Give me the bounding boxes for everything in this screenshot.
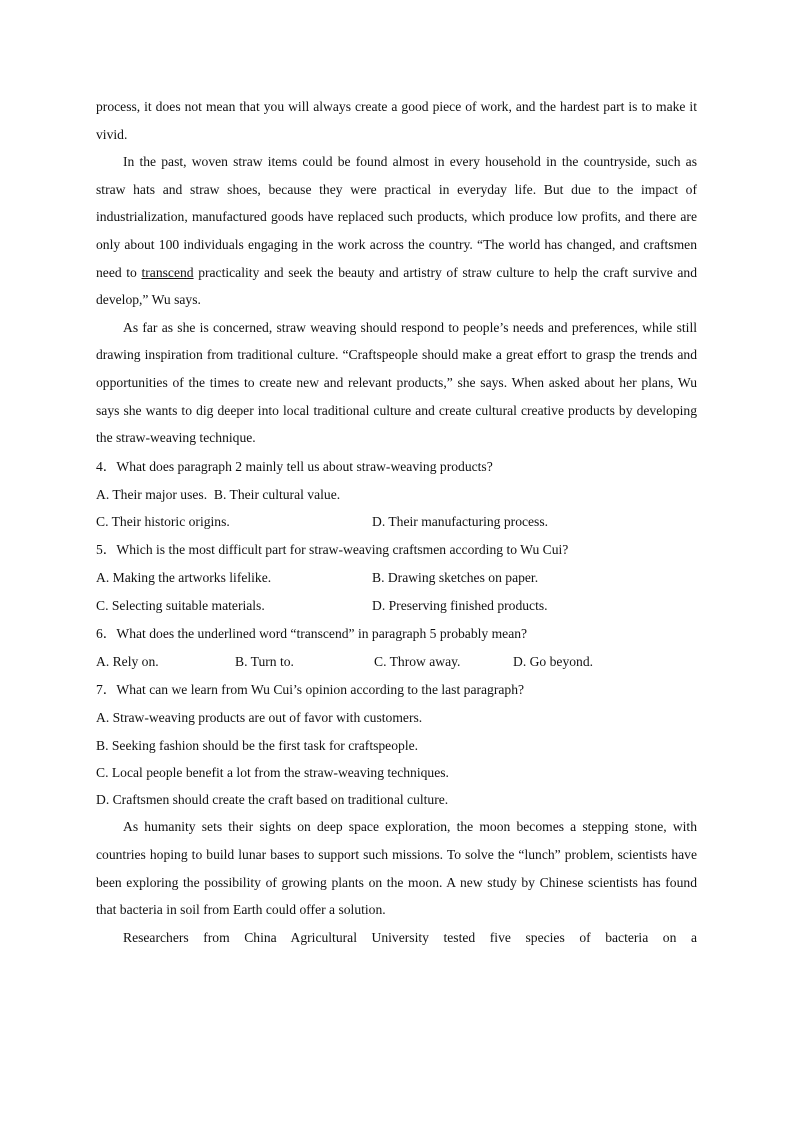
question-stem: 6．What does the underlined word “transcend” in paragraph 5 probably mean? [96, 625, 528, 641]
question-5 [96, 535, 697, 619]
option-a: A. Rely on. [96, 653, 159, 669]
options-row [96, 508, 697, 535]
option-c: C. Local people benefit a lot from the straw-weaving techniques. [96, 764, 449, 780]
option-b: B. Their cultural value. [213, 486, 341, 502]
options-row [96, 564, 697, 591]
passage-paragraph-3: As far as she is concerned, straw weaving should respond to people’s needs and preferences, while still drawing inspiration from traditional culture. “Craftspeople should make a great effort to grasp the trends and opportunities of the times to create new and relevant products,” she says. When asked about her plans, Wu says she wants to dig deeper into local traditional culture and create cultural creative products by developing the straw-weaving technique. [96, 319, 697, 446]
option-a: A. Making the artworks lifelike. [96, 570, 272, 586]
options-row [96, 481, 697, 508]
question-stem: 7．What can we learn from Wu Cui’s opinion according to the last paragraph? [96, 682, 525, 698]
option-d: D. Craftsmen should create the craft based on traditional culture. [96, 792, 449, 808]
option-c: C. Throw away. [374, 653, 461, 669]
question-stem: 5．Which is the most difficult part for straw-weaving craftsmen according to Wu Cui? [96, 542, 569, 558]
passage-paragraph-continued: process, it does not mean that you will always create a good piece of work, and the hardest part is to make it vivid. [96, 99, 697, 142]
option-b: B. Turn to. [235, 653, 294, 669]
option-b: B. Seeking fashion should be the first task for craftspeople. [96, 737, 419, 753]
option-d: D. Preserving finished products. [372, 597, 548, 613]
option-d: D. Their manufacturing process. [372, 514, 549, 530]
underlined-word: transcend [141, 264, 194, 280]
paragraph-2-text-after: practicality and seek the beauty and artistry of straw culture to help the craft survive and develop,” Wu says. [96, 264, 697, 308]
passage2-paragraph-2: Researchers from China Agricultural University tested five species of bacteria on a [123, 929, 697, 945]
question-7 [96, 675, 697, 813]
option-b: B. Drawing sketches on paper. [372, 570, 539, 586]
options-row [96, 592, 697, 619]
option-c: C. Their historic origins. [96, 514, 230, 530]
options-row [96, 648, 697, 675]
option-a: A. Their major uses. [96, 486, 208, 502]
page-content [96, 93, 697, 951]
question-stem: 4．What does paragraph 2 mainly tell us about straw-weaving products? [96, 458, 493, 474]
option-c: C. Selecting suitable materials. [96, 597, 265, 613]
paragraph-2-text: In the past, woven straw items could be found almost in every household in the countryside, such as straw hats and straw shoes, because they were practical in everyday life. But due to the impact of industrialization, manufactured goods have replaced such products, which produce low profits, and there are only about 100 individuals engaging in the work across the country. “The world has changed, and craftsmen need to [96, 154, 697, 280]
question-4 [96, 452, 697, 536]
question-6 [96, 619, 697, 675]
passage-paragraph-2 [96, 148, 697, 314]
option-d: D. Go beyond. [513, 653, 594, 669]
passage2-paragraph-1: As humanity sets their sights on deep space exploration, the moon becomes a stepping stone, with countries hoping to build lunar bases to support such missions. To solve the “lunch” problem, scientists have been exploring the possibility of growing plants on the moon. A new study by Chinese scientists has found that bacteria in soil from Earth could offer a solution. [96, 819, 697, 918]
option-a: A. Straw-weaving products are out of favor with customers. [96, 710, 423, 726]
